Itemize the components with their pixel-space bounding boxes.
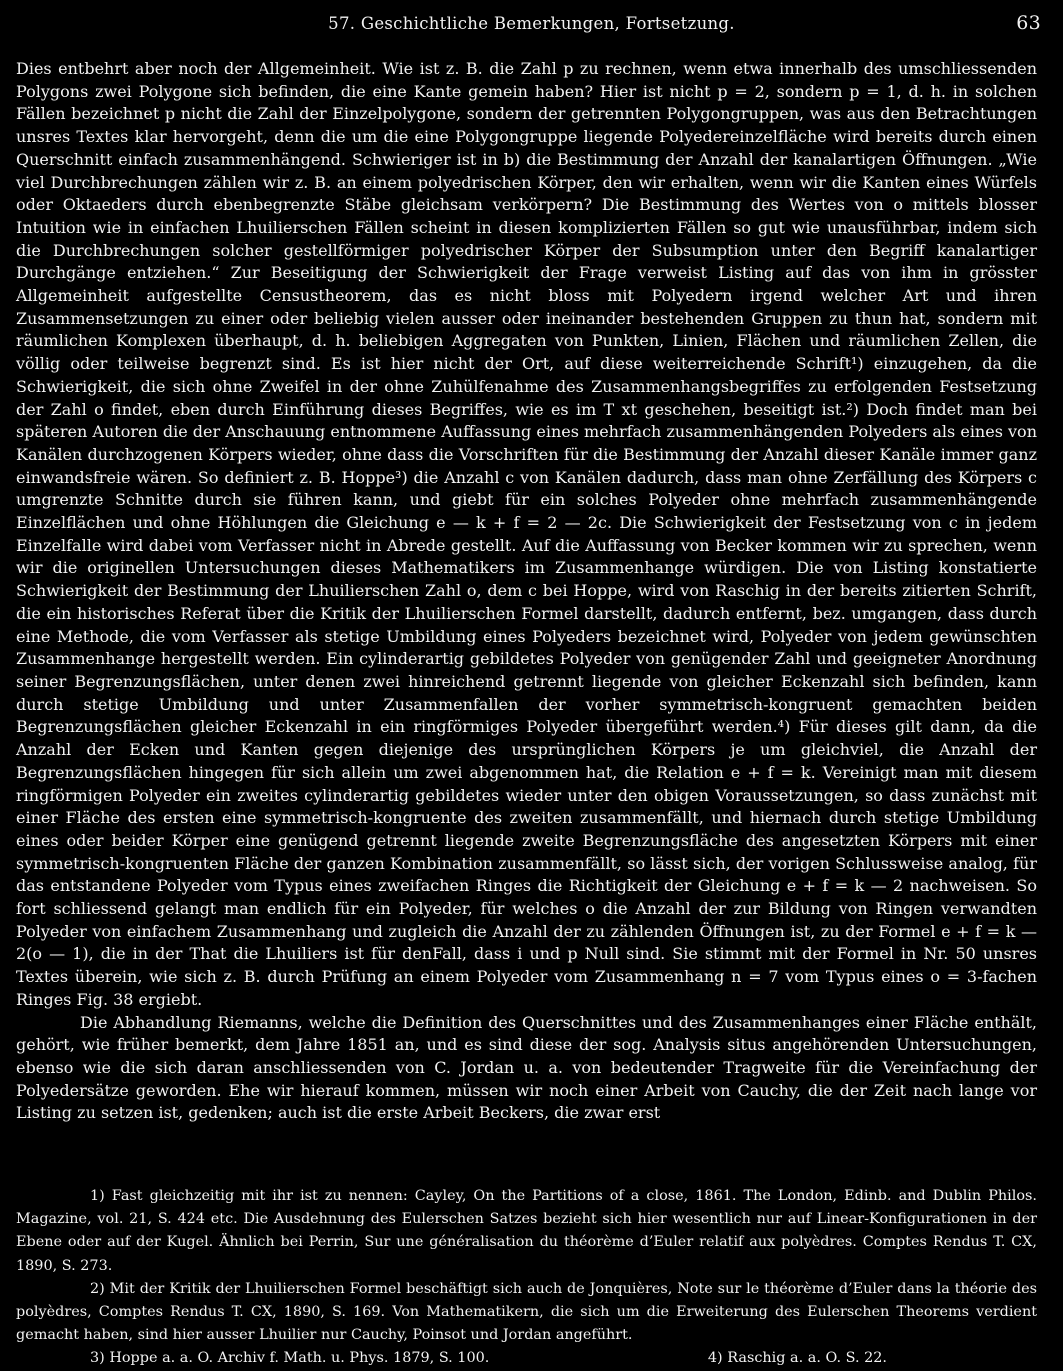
footnotes [16,1185,1037,1371]
footnote-2: 2) Mit der Kritik der Lhuilierschen Formel beschäftigt sich auch de Jonquières, Note sur le théorème d’Euler dans la théorie des polyèdres, Comptes Rendus T. CX, 1890, S. 169. Von Mathematikern, die sich um die Erweiterung des Eulerschen Theorems verdient gemacht haben, sind hier ausser Lhuilier nur Cauchy, Poinsot und Jordan angeführt. [16,1280,1037,1344]
main-text [16,58,1037,1125]
footnote-1: 1) Fast gleichzeitig mit ihr ist zu nennen: Cayley, On the Partitions of a close, 1861. The London, Edinb. and Dublin Philos. Magazine, vol. 21, S. 424 etc. Die Ausdehnung des Eulerschen Satzes bezieht sich hier wesentlich nur auf Linear-Konfigurationen in der Ebene oder auf der Kugel. Ähnlich bei Perrin, Sur une généralisation du théorème d’Euler relatif aux polyèdres. Comptes Rendus T. CX, 1890, S. 273. [16,1188,1037,1274]
footnote-line-3-4 [16,1347,1037,1370]
header-title: 57. Geschichtliche Bemerkungen, Fortsetzung. [328,14,735,33]
footnote-3: 3) Hoppe a. a. O. Archiv f. Math. u. Phys. 1879, S. 100. [90,1350,490,1367]
page-number: 63 [1016,12,1041,34]
running-header [16,14,1047,40]
paragraph-2: Die Abhandlung Riemanns, welche die Definition des Querschnittes und des Zusammenhanges einer Fläche enthält, gehört, wie früher bemerkt, dem Jahre 1851 an, und es sind diese der sog. Analysis situs angehörenden Untersuchungen, ebenso wie die sich daran anschliessenden von C. Jordan u. a. von bedeutender Tragweite für die Vereinfachung der Polyedersätze geworden. Ehe wir hierauf kommen, müssen wir noch einer Arbeit von Cauchy, die der Zeit nach lange vor Listing zu setzen ist, gedenken; auch ist die erste Arbeit Beckers, die zwar erst [16,1012,1037,1123]
footnote-4: 4) Raschig a. a. O. S. 22. [707,1350,887,1367]
paragraph-1: Dies entbehrt aber noch der Allgemeinheit. Wie ist z. B. die Zahl p zu rechnen, wenn etwa innerhalb des umschliessenden Polygons zwei Polygone sich befinden, die eine Kante gemein haben? Hier ist nicht p = 2, sondern p = 1, d. h. in solchen Fällen bezeichnet p nicht die Zahl der Einzelpolygone, sondern der getrennten Polygongruppen, was aus den Betrachtungen unsres Textes klar hervorgeht, denn die um die eine Polygongruppe liegende Polyedereinzelfläche wird bereits durch einen Querschnitt einfach zusammenhängend. Schwieriger ist in b) die Bestimmung der Anzahl der kanalartigen Öffnungen. „Wie viel Durchbrechungen zählen wir z. B. an einem polyedrischen Körper, den wir erhalten, wenn wir die Kanten eines Würfels oder Oktaeders durch ebenbegrenzte Stäbe gleichsam verkörpern? Die Bestimmung des Wertes von o mittels blosser Intuition wie in einfachen Lhuilierschen Fällen scheint in diesen komplizierten Fällen so gut wie unausführbar, indem sich die Durchbrechungen solcher gestellförmiger polyedrischer Körper der Subsumption unter den Begriff kanalartiger Durchgänge entziehen.“ Zur Beseitigung der Schwierigkeit der Frage verweist Listing auf das von ihm in grösster Allgemeinheit aufgestellte Censustheorem, das es nicht bloss mit Polyedern irgend welcher Art und ihren Zusammensetzungen zu einer oder beliebig vielen ausser oder ineinander bestehenden Gruppen zu thun hat, sondern mit räumlichen Komplexen überhaupt, d. h. beliebigen Aggregaten von Punkten, Linien, Flächen und räumlichen Zellen, die völlig oder teilweise begrenzt sind. Es ist hier nicht der Ort, auf diese weiterreichende Schrift¹) einzugehen, da die Schwierigkeit, die sich ohne Zweifel in der ohne Zuhülfenahme des Zusammenhangsbegriffes zu erfolgenden Festsetzung der Zahl o findet, eben durch Einführung dieses Begriffes, wie es im T xt geschehen, beseitigt ist.²) Doch findet man bei späteren Autoren die der Anschauung entnommene Auffassung eines mehrfach zusammenhängenden Polyeders als eines von Kanälen durchzogenen Körpers wieder, ohne dass die Vorschriften für die Bestimmung der Anzahl dieser Kanäle immer ganz einwandsfreie wären. So definiert z. B. Hoppe³) die Anzahl c von Kanälen dadurch, dass man ohne Zerfällung des Körpers c umgrenzte Schnitte durch sie führen kann, und giebt für ein solches Polyeder ohne mehrfach zusammenhängende Einzelflächen und ohne Höhlungen die Gleichung e — k + f = 2 — 2c. Die Schwierigkeit der Festsetzung von c in jedem Einzelfalle wird dabei vom Verfasser nicht in Abrede gestellt. Auf die Auffassung von Becker kommen wir zu sprechen, wenn wir die originellen Untersuchungen dieses Mathematikers im Zusammenhange würdigen. Die von Listing konstatierte Schwierigkeit der Bestimmung der Lhuilierschen Zahl o, dem c bei Hoppe, wird von Raschig in der bereits zitierten Schrift, die ein historisches Referat über die Kritik der Lhuilierschen Formel darstellt, dadurch entfernt, bez. umgangen, dass durch eine Methode, die vom Verfasser als stetige Umbildung eines Polyeders bezeichnet wird, Polyeder von jedem gewünschten Zusammenhange hergestellt werden. Ein cylinderartig gebildetes Polyeder von genügender Zahl und geeigneter Anordnung seiner Begrenzungsflächen, unter denen zwei hinreichend getrennt liegende von gleicher Eckenzahl sich befinden, kann durch stetige Umbildung und unter Zusammenfallen der vorher symmetrisch-kongruent gemachten beiden Begrenzungsflächen gleicher Eckenzahl in ein ringförmiges Polyeder übergeführt werden.⁴) Für dieses gilt dann, da die Anzahl der Ecken und Kanten gegen diejenige des ursprünglichen Körpers je um gleichviel, die Anzahl der Begrenzungsflächen hingegen für sich allein um zwei abgenommen hat, die Relation e + f = k. Vereinigt man mit diesem ringförmigen Polyeder ein zweites cylinderartig gebildetes wieder unter den obigen Voraussetzungen, so dass zunächst mit einer Fläche des ersten eine symmetrisch-kongruente des zweiten zusammenfällt, und hiernach durch stetige Umbildung eines oder beider Körper eine genügend getrennt liegende zweite Begrenzungsfläche des angesetzten Körpers mit einer symmetrisch-kongruenten Fläche der ganzen Kombination zusammenfällt, so lässt sich, der vorigen Schlussweise analog, für das entstandene Polyeder vom Typus eines zweifachen Ringes die Richtigkeit der Gleichung e + f = k — 2 nachweisen. So fort schliessend gelangt man endlich für ein Polyeder, für welches o die Anzahl der zur Bildung von Ringen verwandten Polyeder von einfachem Zusammenhang und zugleich die Anzahl der zu zählenden Öffnungen ist, zu der Formel e + f = k — 2(o — 1), die in der That die Lhuiliers ist für denFall, dass i und p Null sind. Sie stimmt mit der Formel in Nr. 50 unsres Textes überein, wie sich z. B. durch Prüfung an einem Polyeder vom Zusammenhang n = 7 vom Typus eines o = 3-fachen Ringes Fig. 38 ergiebt. [16,59,1037,1009]
